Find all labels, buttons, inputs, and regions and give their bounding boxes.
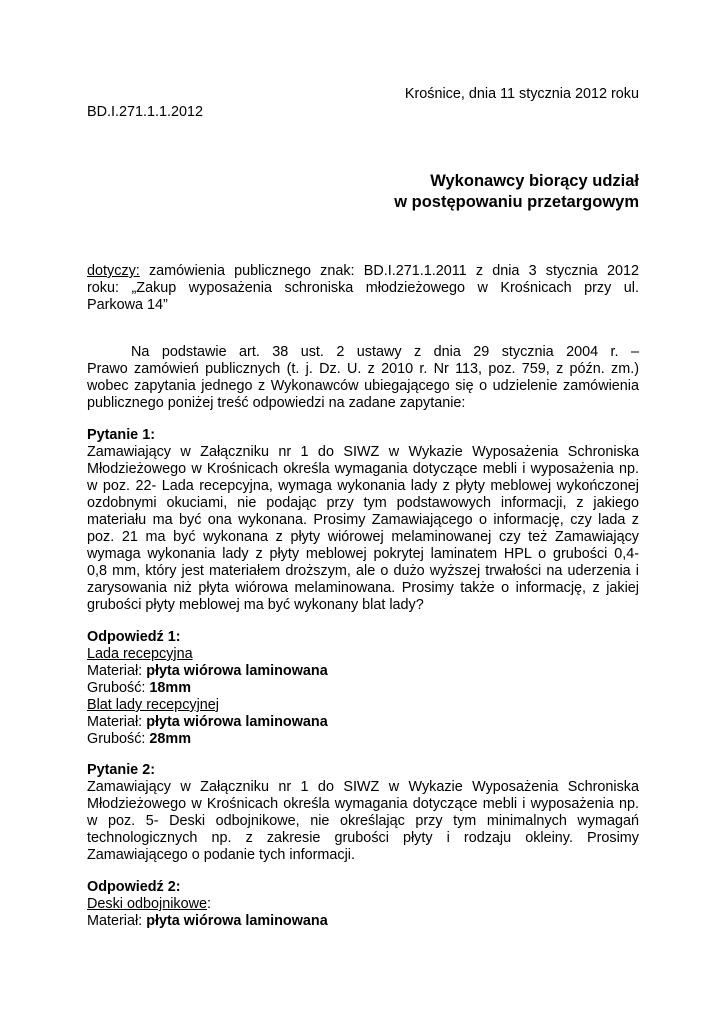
question-1-line: w poz. 22- Lada recepcyjna, wymaga wykonania lady z płyty meblowej wykończonej	[87, 478, 639, 494]
intro-line-3: wobec zapytania jednego z Wykonawców ubiegającego się o udzielenie zamówienia	[87, 378, 639, 394]
material-value: płyta wiórowa laminowana	[146, 663, 328, 679]
question-1-heading: Pytanie 1:	[87, 427, 155, 443]
question-1-line: zarysowania niż płyta wiórowa melaminowana. Prosimy także o informację, z jakiej	[87, 580, 639, 596]
answer-1-item-1-thickness	[87, 680, 639, 697]
material-label: Materiał:	[87, 913, 143, 929]
place-date-text: Krośnice, dnia 11 stycznia 2012 roku	[404, 86, 639, 102]
answer-2-item-1-colon: :	[207, 896, 211, 912]
answer-2-item-1-title: Deski odbojnikowe	[87, 896, 207, 912]
question-1-line: materiału ma być ona wykonana. Prosimy Zamawiającego o informację, czy lada z	[87, 512, 639, 528]
question-2-heading: Pytanie 2:	[87, 762, 155, 778]
material-label: Materiał:	[87, 663, 143, 679]
answer-1-item-2-material	[87, 714, 639, 731]
subject-line-2: roku: „Zakup wyposażenia schroniska młodzieżowego w Krośnicach przy ul.	[87, 280, 639, 296]
material-value: płyta wiórowa laminowana	[146, 913, 328, 929]
intro-paragraph	[87, 344, 639, 412]
material-label: Materiał:	[87, 714, 143, 730]
thickness-value: 18mm	[149, 680, 191, 696]
subject-text-1: zamówienia publicznego znak: BD.I.271.1.2011 z dnia 3 stycznia 2012	[148, 263, 639, 279]
addressee-title-line-1: Wykonawcy biorący udział	[430, 172, 639, 190]
question-2	[87, 762, 639, 864]
question-2-line: technologicznych np. z zakresie grubości płyty i rodzaju okleiny. Prosimy	[87, 830, 639, 846]
answer-2	[87, 879, 639, 930]
answer-2-item-1-title-line	[87, 896, 639, 913]
answer-1	[87, 629, 639, 748]
subject-line-1	[87, 263, 639, 280]
reference-number-text: BD.I.271.1.1.2012	[87, 104, 204, 120]
material-value: płyta wiórowa laminowana	[146, 714, 328, 730]
answer-1-item-2-title: Blat lady recepcyjnej	[87, 697, 219, 713]
question-1-line: ozdobnymi okuciami, nie podając przy tym podstawowych informacji, z jakiego	[87, 495, 639, 511]
intro-line-1: Na podstawie art. 38 ust. 2 ustawy z dnia 29 stycznia 2004 r. –	[131, 344, 639, 360]
answer-2-item-1-material	[87, 913, 639, 930]
subject-line-3: Parkowa 14”	[87, 297, 168, 313]
question-1-line: Młodzieżowego w Krośnicach określa wymagania dotyczące mebli i wyposażenia np.	[87, 461, 639, 477]
thickness-label: Grubość:	[87, 680, 146, 696]
question-1	[87, 427, 639, 614]
addressee-title	[87, 171, 639, 213]
question-2-line: Zamawiającego o podanie tych informacji.	[87, 847, 355, 863]
question-1-line: poz. 21 ma być wykonana z płyty wiórowej melaminowanej czy też Zamawiający	[87, 529, 639, 545]
question-1-line: grubości płyty meblowej ma być wykonany blat lady?	[87, 597, 424, 613]
answer-1-item-1-material	[87, 663, 639, 680]
answer-1-heading: Odpowiedź 1:	[87, 629, 181, 645]
answer-1-item-2-thickness	[87, 731, 639, 748]
intro-line-4: publicznego poniżej treść odpowiedzi na zadane zapytanie:	[87, 395, 466, 411]
answer-1-item-1-title: Lada recepcyjna	[87, 646, 193, 662]
reference-number	[87, 104, 639, 121]
thickness-label: Grubość:	[87, 731, 146, 747]
intro-line-2: Prawo zamówień publicznych (t. j. Dz. U. z 2010 r. Nr 113, poz. 759, z późn. zm.)	[87, 361, 639, 377]
question-1-line: 0,8 mm, który jest materiałem droższym, ale o dużo wyższej trwałości na uderzenia i	[87, 563, 639, 579]
place-date	[87, 86, 639, 103]
question-1-line: Zamawiający w Załączniku nr 1 do SIWZ w Wykazie Wyposażenia Schroniska	[87, 444, 639, 460]
question-2-line: Zamawiający w Załączniku nr 1 do SIWZ w Wykazie Wyposażenia Schroniska	[87, 779, 639, 795]
question-1-line: wymaga wykonania lady z płyty meblowej pokrytej laminatem HPL o grubości 0,4-	[87, 546, 639, 562]
subject-block	[87, 263, 639, 314]
addressee-title-line-2: w postępowaniu przetargowym	[394, 193, 639, 211]
question-2-line: w poz. 5- Deski odbojnikowe, nie określając przy tym minimalnych wymagań	[87, 813, 639, 829]
answer-2-heading: Odpowiedź 2:	[87, 879, 181, 895]
question-2-line: Młodzieżowego w Krośnicach określa wymagania dotyczące mebli i wyposażenia np.	[87, 796, 639, 812]
subject-label: dotyczy:	[87, 263, 140, 279]
thickness-value: 28mm	[149, 731, 191, 747]
